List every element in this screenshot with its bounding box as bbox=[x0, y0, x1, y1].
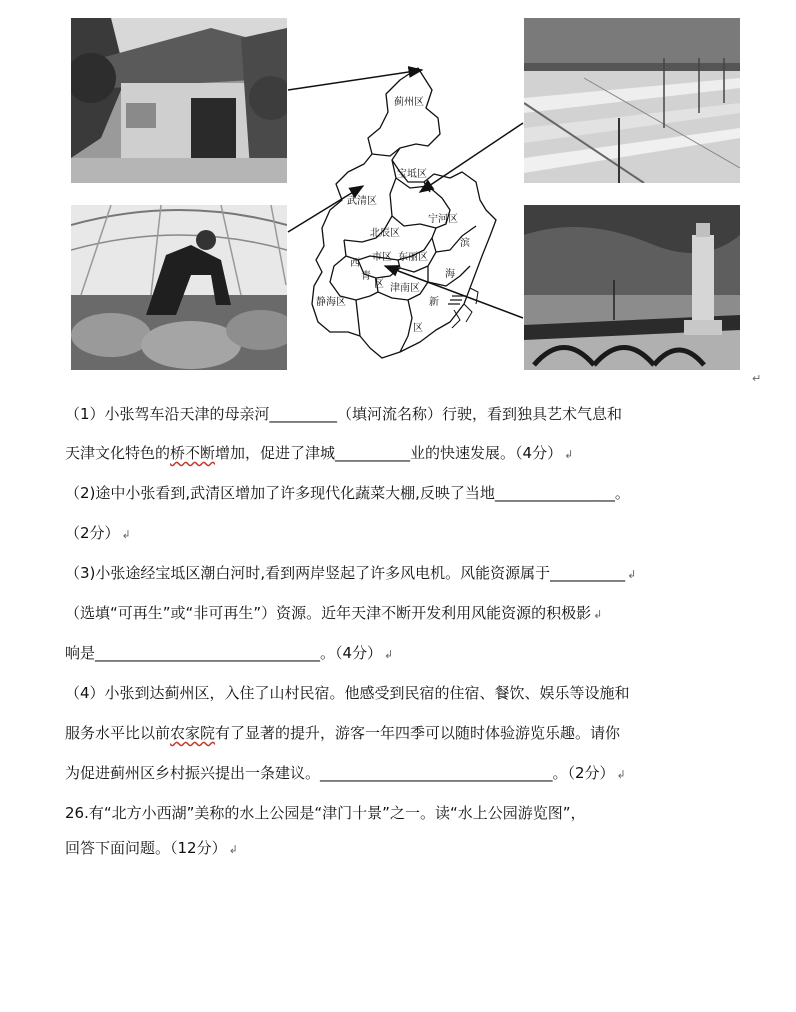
q26-line1 bbox=[65, 803, 585, 823]
q4-line1-text: （4）小张到达蓟州区，入住了山村民宿。他感受到民宿的住宿、餐饮、娱乐等设施和 bbox=[65, 684, 630, 702]
q3-line2-text: （选填“可再生”或“非可再生”）资源。近年天津不断开发利用风能资源的积极影 bbox=[65, 604, 592, 622]
label-shiqu: 市区 bbox=[372, 252, 392, 263]
label-xi: 西 bbox=[350, 258, 360, 269]
q4-line3 bbox=[65, 763, 626, 785]
line-mark: ↲ bbox=[564, 448, 574, 461]
bridge-photo bbox=[524, 205, 740, 370]
q2-line2 bbox=[65, 523, 131, 545]
q26-line2 bbox=[65, 838, 238, 860]
q1-line2 bbox=[65, 443, 573, 465]
q1-line2-wavy: 桥不断 bbox=[170, 444, 216, 462]
q2-line1 bbox=[65, 483, 630, 503]
line-mark: ↲ bbox=[593, 608, 603, 621]
label-qu-xiqing: 区 bbox=[374, 279, 384, 290]
q26-line1-text: 26.有“北方小西湖”美称的水上公园是“津门十景”之一。读“水上公园游览图”， bbox=[65, 804, 586, 822]
label-beichen: 北辰区 bbox=[370, 228, 400, 239]
q4-line2-wavy: 农家院 bbox=[170, 724, 216, 742]
label-jinghai: 静海区 bbox=[316, 297, 346, 308]
label-ninghe: 宁河区 bbox=[428, 214, 458, 225]
line-mark: ↲ bbox=[627, 568, 637, 581]
label-jizhou: 蓟州区 bbox=[394, 97, 424, 108]
q1-line2-text-b: 增加，促进了津城__________业的快速发展。（4分） bbox=[215, 444, 563, 462]
label-wuqing: 武清区 bbox=[347, 196, 377, 207]
greenhouse-photo bbox=[71, 205, 287, 370]
label-jinnan: 津南区 bbox=[390, 283, 420, 294]
q3-line1 bbox=[65, 563, 636, 585]
label-qing: 青 bbox=[361, 271, 371, 282]
q4-line2 bbox=[65, 723, 620, 743]
courtyard-photo bbox=[71, 18, 287, 183]
label-dongli: 东丽区 bbox=[398, 252, 428, 263]
label-baodi: 宝坻区 bbox=[397, 169, 427, 180]
q3-line2 bbox=[65, 603, 602, 625]
label-xin: 新 bbox=[429, 297, 439, 308]
q1-line1 bbox=[65, 404, 622, 424]
q3-line3 bbox=[65, 643, 393, 665]
q3-line1-text: （3)小张途经宝坻区潮白河时,看到两岸竖起了许多风电机。风能资源属于__________ bbox=[65, 564, 626, 582]
q4-line3-text: 为促进蓟州区乡村振兴提出一条建议。_______________________________。（2分） bbox=[65, 764, 615, 782]
q1-line2-text-a: 天津文化特色的 bbox=[65, 444, 171, 462]
label-bin: 滨 bbox=[460, 238, 470, 249]
line-mark: ↲ bbox=[121, 528, 131, 541]
windfarm-photo bbox=[524, 18, 740, 183]
q4-line1 bbox=[65, 683, 630, 703]
line-mark: ↲ bbox=[384, 648, 394, 661]
q26-line2-text: 回答下面问题。（12分） bbox=[65, 839, 227, 857]
q2-line1-text: （2)途中小张看到,武清区增加了许多现代化蔬菜大棚,反映了当地________________。 bbox=[65, 484, 630, 502]
q3-line3-text: 响是______________________________。（4分） bbox=[65, 644, 383, 662]
q4-line2-text-b: 有了显著的提升，游客一年四季可以随时体验游览乐趣。请你 bbox=[215, 724, 621, 742]
q1-line1-text: （1）小张驾车沿天津的母亲河_________（填河流名称）行驶，看到独具艺术气息和 bbox=[65, 405, 623, 423]
label-hai: 海 bbox=[445, 269, 455, 280]
paragraph-mark: ↵ bbox=[752, 372, 762, 385]
q4-line2-text-a: 服务水平比以前 bbox=[65, 724, 171, 742]
line-mark: ↲ bbox=[616, 768, 626, 781]
label-qu-binhai: 区 bbox=[413, 323, 423, 334]
line-mark: ↲ bbox=[228, 843, 238, 856]
q2-line2-text: （2分） bbox=[65, 524, 120, 542]
